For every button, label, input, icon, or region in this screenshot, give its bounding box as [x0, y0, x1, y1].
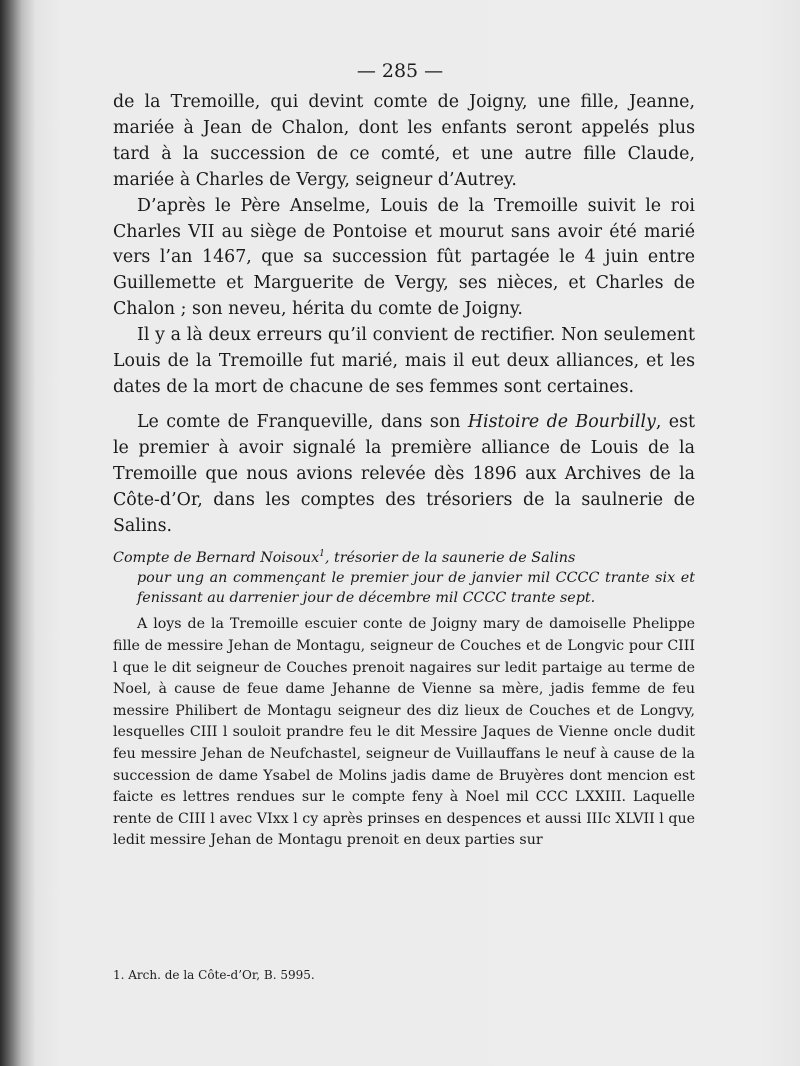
account-heading	[113, 548, 695, 608]
paragraph-gap	[113, 401, 695, 410]
paragraph-1: de la Tremoille, qui devint comte de Joigny, une fille, Jeanne, mariée à Jean de Chalon, dont les enfants seront appelés plus tard à la succession de ce comté, et une autre fille Claude, mariée à Charles de Vergy, seigneur d’Autrey.	[113, 92, 695, 190]
book-title: Histoire de Bourbilly	[467, 411, 656, 432]
page-body	[113, 90, 695, 852]
quoted-account-text: A loys de la Tremoille escuier conte de Joigny mary de damoiselle Phelippe fille de messire Jehan de Montagu, seigneur de Couches et de Longvic pour CIII l que le dit seigneur de Couches prenoit nagaires sur ledit partaige au terme de Noel, à cause de feue dame Jehanne de Vienne sa mère, jadis femme de feu messire Philibert de Montagu seigneur des diz lieux de Couches et de Longvy, lesquelles CIII l souloit prandre feu le dit Messire Jaques de Vienne oncle dudit feu messire Jehan de Neufchastel, seigneur de Vuillauffans le neuf à cause de la succession de dame Ysabel de Molins jadis dame de Bruyères dont mencion est faicte es lettres rendues sur le compte feny à Noel mil CCC LXXIII. Laquelle rente de CIII l avec VIxx l cy après prinses en despences et aussi IIIc XLVII l que ledit messire Jehan de Montagu prenoit en deux parties sur	[113, 616, 695, 849]
paragraph-4-start: Le comte de Franqueville, dans son	[137, 411, 468, 432]
paragraph-4-end: , est le premier à avoir signalé la première alliance de Louis de la Tremoille que nous avions relevée dès 1896 aux Archives de la Côte-d’Or, dans les comptes des trésoriers de la saulnerie de Salins.	[113, 411, 695, 536]
page-number: — 285 —	[356, 60, 444, 82]
account-heading-title-rest: , trésorier de la saunerie de Salins	[324, 550, 576, 567]
paragraph-2: D’après le Père Anselme, Louis de la Tremoille suivit le roi Charles VII au siège de Pontoise et mourut sans avoir été marié vers l’an 1467, que sa succession fût partagée le 4 juin entre Guillemette et Marguerite de Vergy, ses nièces, et Charles de Chalon ; son neveu, hérita du comte de Joigny.	[113, 195, 695, 320]
paragraph-4	[113, 410, 695, 540]
account-heading-title: Compte de Bernard Noisoux	[113, 550, 320, 567]
paragraph-gap	[113, 539, 695, 548]
footnote: 1. Arch. de la Côte-d’Or, B. 5995.	[113, 968, 315, 982]
account-heading-period: pour ung an commençant le premier jour de janvier mil CCCC trante six et fenissant au darrenier jour de décembre mil CCCC trante sept.	[137, 570, 695, 607]
footnote-mark: 1	[319, 549, 325, 560]
paragraph-3: Il y a là deux erreurs qu’il convient de rectifier. Non seulement Louis de la Tremoille fut marié, mais il eut deux alliances, et les dates de la mort de chacune de ses femmes sont certaines.	[113, 325, 695, 397]
